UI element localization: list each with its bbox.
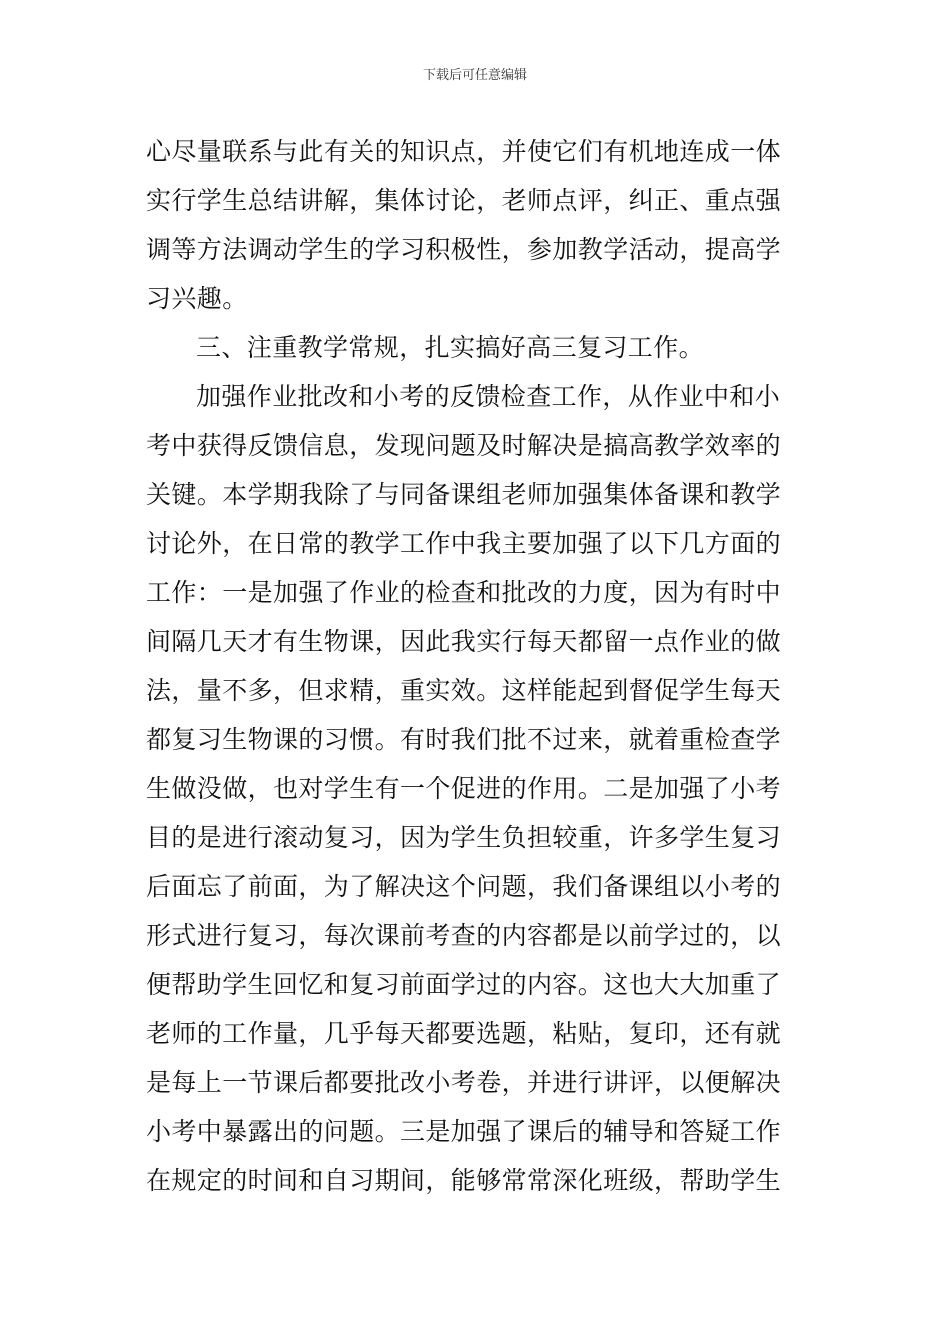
text-line: 讨论外，在日常的教学工作中我主要加强了以下几方面的 [146, 529, 782, 558]
text-line: 考中获得反馈信息，发现问题及时解决是搞高教学效率的 [146, 431, 782, 460]
text-line: 在规定的时间和自习期间，能够常常深化班级，帮助学生 [146, 1166, 782, 1195]
text-line: 目的是进行滚动复习，因为学生负担较重，许多学生复习 [146, 823, 782, 852]
section-heading: 三、注重教学常规，扎实搞好高三复习工作。 [196, 333, 705, 362]
text-line: 老师的工作量，几乎每天都要选题，粘贴，复印，还有就 [146, 1019, 782, 1048]
text-line: 形式进行复习，每次课前考查的内容都是以前学过的，以 [146, 921, 782, 950]
text-line: 关键。本学期我除了与同备课组老师加强集体备课和教学 [146, 480, 782, 509]
page-header: 下载后可任意编辑 [422, 68, 527, 83]
text-line: 心尽量联系与此有关的知识点，并使它们有机地连成一体 [146, 137, 782, 166]
text-line: 间隔几天才有生物课，因此我实行每天都留一点作业的做 [146, 627, 782, 656]
text-line: 小考中暴露出的问题。三是加强了课后的辅导和答疑工作 [146, 1117, 782, 1146]
text-line: 实行学生总结讲解，集体讨论，老师点评，纠正、重点强 [146, 186, 782, 215]
text-line: 便帮助学生回忆和复习前面学过的内容。这也大大加重了 [146, 970, 782, 999]
text-line: 习兴趣。 [146, 284, 248, 313]
paragraph-start-line: 加强作业批改和小考的反馈检查工作，从作业中和小 [196, 382, 781, 411]
text-line: 后面忘了前面，为了解决这个问题，我们备课组以小考的 [146, 872, 782, 901]
text-line: 法，量不多，但求精，重实效。这样能起到督促学生每天 [146, 676, 782, 705]
text-line: 是每上一节课后都要批改小考卷，并进行讲评，以便解决 [146, 1068, 782, 1097]
text-line: 调等方法调动学生的学习积极性，参加教学活动，提高学 [146, 235, 782, 264]
text-line: 都复习生物课的习惯。有时我们批不过来，就着重检查学 [146, 725, 782, 754]
text-line: 生做没做，也对学生有一个促进的作用。二是加强了小考 [146, 774, 782, 803]
document-body [146, 127, 826, 1205]
text-line: 工作：一是加强了作业的检查和批改的力度，因为有时中 [146, 578, 782, 607]
